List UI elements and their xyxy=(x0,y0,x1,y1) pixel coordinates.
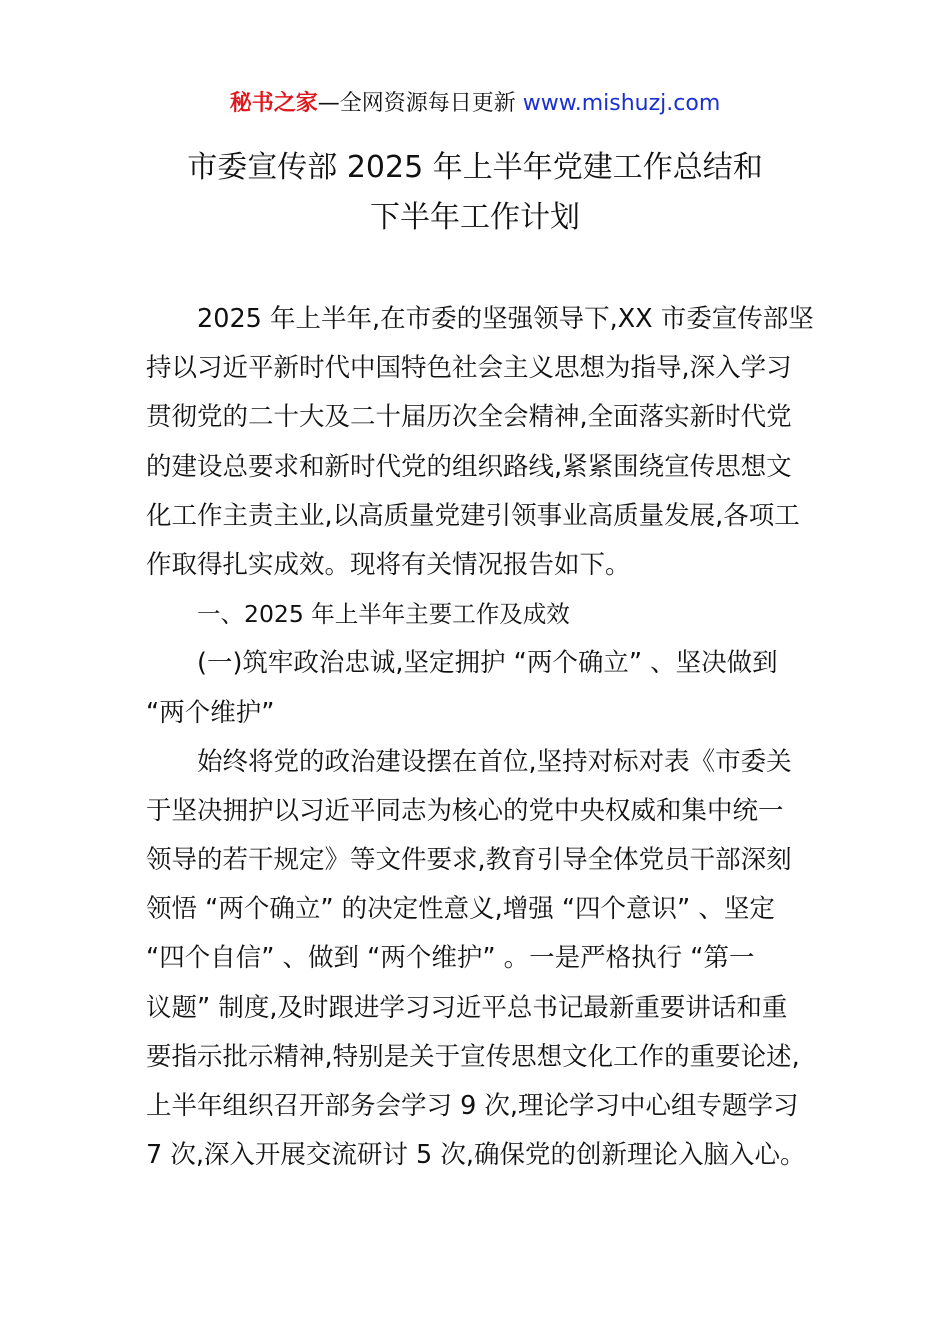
paragraph-intro-line: 2025 年上半年,在市委的坚强领导下,XX 市委宣传部坚 xyxy=(197,304,814,334)
paragraph-body-line: 议题” 制度,及时跟进学习习近平总书记最新重要讲话和重 xyxy=(146,992,788,1023)
paragraph-body-line: 于坚决拥护以习近平同志为核心的党中央权威和集中统一 xyxy=(146,795,784,826)
paragraph-body-line: “四个自信” 、做到 “两个维护” 。一是严格执行 “第一 xyxy=(146,943,755,974)
site-url-link[interactable]: www.mishuzj.com xyxy=(522,91,721,116)
section-heading-1: 一、2025 年上半年主要工作及成效 xyxy=(197,600,570,629)
document-body xyxy=(146,295,814,1180)
paragraph-body-line: 领导的若干规定》等文件要求,教育引导全体党员干部深刻 xyxy=(146,845,792,876)
site-header xyxy=(0,88,950,120)
paragraph-body-line: 上半年组织召开部务会学习 9 次,理论学习中心组专题学习 xyxy=(146,1091,799,1121)
site-brand: 秘书之家 xyxy=(229,91,318,116)
paragraph-body-line: 7 次,深入开展交流研讨 5 次,确保党的创新理论入脑入心。 xyxy=(146,1140,806,1171)
subsection-heading-line: (一)筑牢政治忠诚,坚定拥护 “两个确立” 、坚决做到 xyxy=(197,648,778,679)
paragraph-intro-line: 化工作主责主业,以高质量党建引领事业高质量发展,各项工 xyxy=(146,500,800,531)
paragraph-body-line: 要指示批示精神,特别是关于宣传思想文化工作的重要论述, xyxy=(146,1041,800,1072)
paragraph-intro-line: 作取得扎实成效。现将有关情况报告如下。 xyxy=(146,549,631,580)
document-title-line-2: 下半年工作计划 xyxy=(370,200,580,235)
document-title-line-1: 市委宣传部 2025 年上半年党建工作总结和 xyxy=(187,150,763,185)
subsection-heading-line: “两个维护” xyxy=(146,697,275,728)
paragraph-body-line: 领悟 “两个确立” 的决定性意义,增强 “四个意识” 、坚定 xyxy=(146,894,775,925)
paragraph-intro-line: 持以习近平新时代中国特色社会主义思想为指导,深入学习 xyxy=(146,353,792,384)
paragraph-intro-line: 贯彻党的二十大及二十届历次全会精神,全面落实新时代党 xyxy=(146,402,792,433)
paragraph-intro-line: 的建设总要求和新时代党的组织路线,紧紧围绕宣传思想文 xyxy=(146,451,792,482)
site-slogan: —全网资源每日更新 xyxy=(317,91,523,116)
paragraph-body-line: 始终将党的政治建设摆在首位,坚持对标对表《市委关 xyxy=(197,746,792,777)
